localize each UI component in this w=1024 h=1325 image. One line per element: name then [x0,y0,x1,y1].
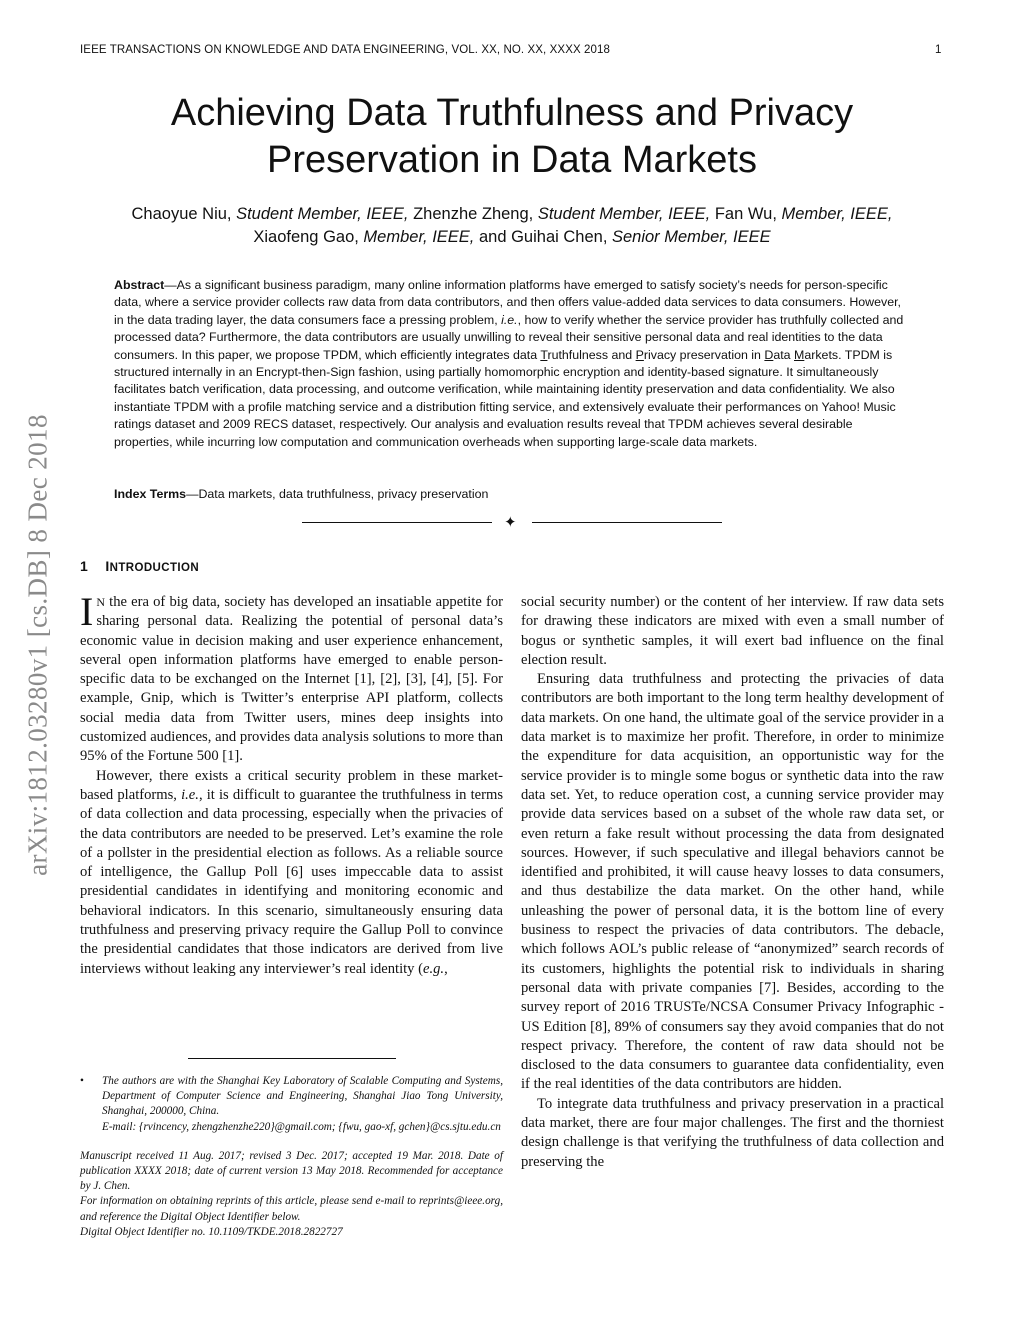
paragraph: social security number) or the content of her interview. If raw data sets for drawing these indicators are mixed with even a small number of bogus or synthetic samples, it will exert bad influence on the final election result. [521,594,944,668]
index-terms-label: Index Terms [114,487,187,501]
paragraph-text: However, there exists a critical security problem in these market-based platforms, [80,767,503,803]
paragraph-text: , it is difficult to guarantee the truthfulness in terms of data collection and data processing, especially when the privacies of the data contributors are needed to be preserved. Let’s examine the role of a pollster in the presidential election as follows. As a reliable source of intelligence, the Gallup Poll [6] uses impeccable data to assist presidential candidates in identifying and monitoring economic and behavioral indicators. In this scenario, simultaneously ensuring data truthfulness and preserving privacy require the Gallup Poll to convince the presidential candidates that those indicators are derived from live interviews without leaking any interviewer’s real identity ( [80,786,503,977]
title-line-2: Preservation in Data Markets [267,139,757,181]
abstract-label: Abstract [114,278,165,292]
diamond-icon: ✦ [504,515,517,531]
author-role: Student Member, IEEE, [236,205,409,223]
section-title-rest: NTRODUCTION [109,562,200,574]
paragraph-text: , [444,960,448,977]
paragraph-text: i.e. [181,786,199,803]
arxiv-identifier: arXiv:1812.03280v1 [cs.DB] 8 Dec 2018 [22,414,53,876]
left-column [80,589,503,979]
abstract-acronym-letter: D [764,347,774,362]
index-terms-text: —Data markets, data truthfulness, privacy preservation [186,487,489,501]
running-header: IEEE TRANSACTIONS ON KNOWLEDGE AND DATA ENGINEERING, VOL. XX, NO. XX, XXXX 2018 [80,44,611,56]
abstract-text: —As a significant business paradigm, many online information platforms have emerged to satisfy society’s needs for person-specific data, where a service provider collects raw data from data contributors, and then offers value-added data services to data consumers. However, in the data trading layer, the data consumers face a pressing problem, [114,278,901,327]
abstract-text: ruthfulness and [547,347,636,362]
divider-line-right [532,522,722,523]
section-number: 1 [80,558,89,574]
manuscript-note: Manuscript received 11 Aug. 2017; revised 3 Dec. 2017; accepted 19 Mar. 2018. Date of publication XXXX 2018; date of current version 13 May 2018. Recommended for acceptance by J. Chen. [80,1149,503,1193]
paragraph [80,767,503,979]
right-column [521,593,944,1172]
author-name: Chaoyue Niu, [131,205,237,223]
paragraph-text: the era of big data, society has developed an insatiable appetite for sharing personal data. Realizing the potential of personal data’s economic value in decision making and user experience enhancement, several open information platforms have emerged to enable person-specific data to be exchanged on the Internet [1], [2], [3], [4], [5]. For example, Gnip, which is Twitter’s enterprise API platform, collects social media data from Twitter users, mines deep insights into customized audiences, and provides data analysis solutions to more than 95% of the Fortune 500 [1]. [80,594,503,765]
bullet-icon: • [80,1075,84,1087]
paragraph-text: e.g. [423,960,445,977]
abstract [114,277,911,451]
affiliation-text: The authors are with the Shanghai Key Laboratory of Scalable Computing and Systems, Department of Computer Science and Engineering, Shanghai Jiao Tong University, Shanghai, 200000, China. [102,1075,503,1118]
author-role: Student Member, IEEE, [537,205,711,223]
footnote [80,1074,503,1240]
author-list [60,203,964,249]
abstract-text: rivacy preservation in [643,347,765,362]
email-text: E-mail: {rvincency, zhengzhenzhe220}@gmail.com; {fwu, gao-xf, gchen}@cs.sjtu.edu.cn [102,1120,501,1133]
author-role: Senior Member, IEEE [611,228,771,246]
section-heading [80,558,199,574]
page-number: 1 [935,44,942,56]
footnote-rule [188,1058,396,1059]
index-terms [114,487,488,501]
divider-line-left [302,522,492,523]
abstract-acronym-letter: M [794,347,805,362]
reprints-note: For information on obtaining reprints of this article, please send e-mail to reprints@ieee.org, and reference the Digital Object Identifier below. [80,1195,503,1223]
section-divider [302,514,722,532]
title-line-1: Achieving Data Truthfulness and Privacy [170,92,854,134]
abstract-text: arkets. TPDM is structured internally in an Encrypt-then-Sign fashion, using partially homomorphic encryption and identity-based signature. It simultaneously facilitates batch verification, data processing, and outcome verification, while maintaining identity preservation and data confidentiality. We also instantiate TPDM with a profile matching service and a distribution fitting service, and extensively evaluate their performances on Yahoo! Music ratings dataset and 2009 RECS dataset, respectively. Our analysis and evaluation results reveal that TPDM achieves several desirable properties, while incurring low computation and communication overheads when supporting large-scale data markets. [114,347,896,449]
paragraph [80,589,503,767]
small-cap-letter: N [96,595,105,609]
abstract-text: i.e. [501,312,518,327]
paper-title [60,90,964,184]
abstract-text: , how to verify whether the service provider has truthfully collected and processed data? Furthermore, the data contributors are usually unwilling to reveal their sensitive personal data and real identities to the data consumers. In this paper, we propose TPDM, which efficiently integrates data [114,312,904,362]
section-title-initial: I [105,558,110,574]
paragraph: To integrate data truthfulness and privacy preservation in a practical data market, there are four major challenges. The first and the thorniest design challenge is that verifying the truthfulness of data collection and preserving the [521,1095,944,1170]
doi-note: Digital Object Identifier no. 10.1109/TKDE.2018.2822727 [80,1225,343,1238]
author-name: Zhenzhe Zheng, [408,205,538,223]
author-name: Xiaofeng Gao, [253,228,364,246]
abstract-acronym-letter: P [635,347,644,362]
abstract-acronym-letter: T [540,347,548,362]
drop-cap: I [80,589,94,634]
paragraph: Ensuring data truthfulness and protecting the privacies of data contributors are both important to the long term healthy development of data markets. On one hand, the ultimate goal of the service provider in a data market is to maximize her profit. Therefore, in order to minimize the expenditure for data acquisition, an opportunistic way for the service provider is to mingle some bogus or synthetic data into the raw data set. Yet, to reduce operation cost, a cunning service provider may provide data services based on a subset of the whole raw data set, or even return a fake result without processing the data from designated sources. However, if such speculative and illegal behaviors cannot be identified and prohibited, it will cause heavy losses to data consumers, and thus destabilize the data market. On the other hand, while unleashing the power of personal data, it is the bottom line of every business to respect the privacies of data contributors. The debacle, which follows AOL’s public release of “anonymized” search records of its customers, highlights the potential risk to individuals in sharing personal data with private companies [7]. Besides, according to the survey report of 2016 TRUSTe/NCSA Consumer Privacy Infographic - US Edition [8], 89% of consumers say they avoid companies that do not respect privacy. Therefore, the content of raw data should not be disclosed to the data consumers to guarantee data confidentiality, even if the real identities of the data contributors are hidden. [521,671,944,1093]
abstract-text: ata [773,347,795,362]
author-name: Fan Wu, [710,205,782,223]
author-role: Member, IEEE, [781,205,893,223]
author-name: and Guihai Chen, [474,228,612,246]
affiliation-note [80,1074,503,1135]
author-role: Member, IEEE, [363,228,475,246]
